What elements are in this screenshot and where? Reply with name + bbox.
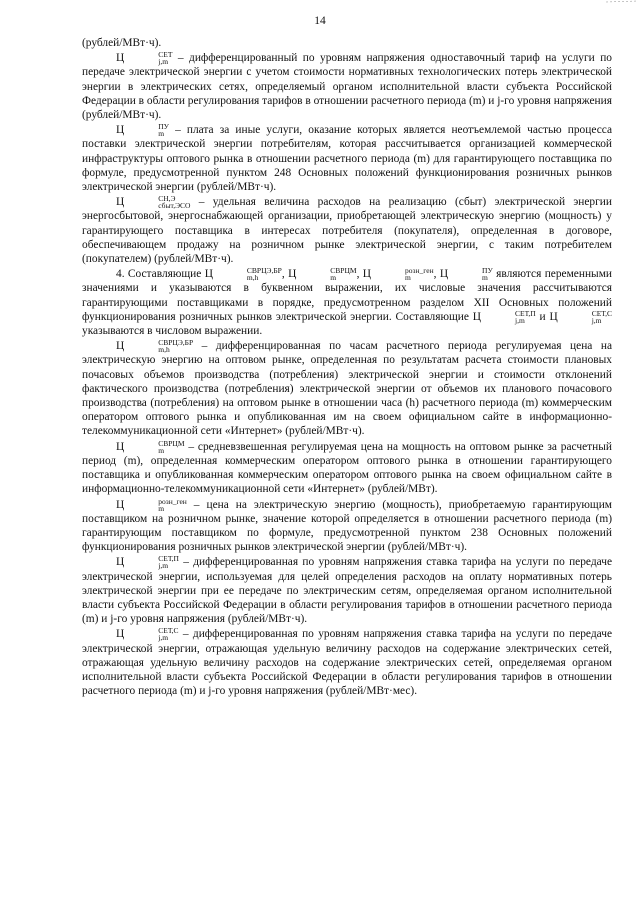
item-4-paragraph: 4. Составляющие Ц СВРЦЭ,БР m,h , Ц СВРЦМ m , Ц розн_ген m , Ц ПУ m являются переменными значениями и указываются в буквенном выражении, их числовые значения рассчитываются гарантирующими поставщиками в порядке, предусмотренном разделом XII Основных положений функционирования розничных рынков электрической энергии. Составляющие Ц СЕТ,П j,m и Ц СЕТ,С j,m указываются в числовом выражении. <box>82 266 613 338</box>
formula-symbol: Ц СЕТ,С j,m <box>549 308 612 325</box>
definition-cset <box>82 51 612 122</box>
document-body <box>82 36 612 699</box>
formula-symbol: Ц СН,Э сбыт,ЭСО <box>116 194 191 211</box>
page-number: 14 <box>314 15 326 27</box>
formula-symbol: Ц СВРЦЭ,БР m,h <box>204 266 282 283</box>
formula-symbol: Ц СЕТ,П j,m <box>472 308 536 325</box>
definition-crozn <box>82 498 612 555</box>
definition-text: – плата за иные услуги, оказание которых является неотъемлемой частью процесса поставки электрической энергии потребителям, которая рассчитывается организацией коммерческой инфраструктуры оптового рынка в отношении расчетного периода (m) для гарантирующего поставщика по формуле, предусмотренной пунктом 248 Основных положений функционирования розничных рынков электрической энергии (рублей/МВт·ч). <box>82 124 612 194</box>
formula-symbol: Ц СЕТ,П j,m <box>116 554 179 571</box>
formula-symbol: Ц СВРЦМ m <box>288 266 357 283</box>
definition-cset-p <box>82 555 612 626</box>
definition-cset-s <box>82 627 612 698</box>
definition-text: – удельная величина расходов на реализацию (сбыт) электрической энергии энергосбытовой, энергоснабжающей организации, приобретающей электрическую энергию (мощность) у гарантирующего поставщика в интересах потребителя (покупателя), определенная в договоре, обеспечивающем продажу на розничном рынке электрической энергии, с таким потребителем (покупателем) (рублей/МВт·ч). <box>82 196 612 266</box>
formula-symbol: Ц ПУ m <box>116 122 169 139</box>
definition-text: – средневзвешенная регулируемая цена на мощность на оптовом рынке за расчетный период (m), определенная коммерческим оператором оптового рынка в отношении гарантирующего поставщика и опубликованная коммерческим оператором оптового рынка на своем официальном сайте в информационно-телекоммуникационной сети «Интернет» (рублей/МВт). <box>82 440 612 496</box>
definition-text: – цена на электрическую энергию (мощность), приобретаемую гарантирующим поставщиком на розничном рынке, значение которой определяется в отношении расчетного периода (m) гарантирующим поставщиком по формуле, предусмотренной пунктом 238 Основных положений функционирования розничных рынков электрической энергии (рублей/МВт·ч). <box>82 498 612 554</box>
formula-symbol: Ц СВРЦЭ,БР m,h <box>116 338 194 355</box>
formula-symbol: Ц СЕТ j,m <box>116 50 173 67</box>
definition-cpu <box>82 123 612 194</box>
scan-edge-mark <box>600 0 640 4</box>
definition-text: – дифференцированная по уровням напряжения ставка тарифа на услуги по передаче электрической энергии, используемая для целей определения расходов на оплату нормативных потерь электрической энергии при ее передаче по электрическим сетям, определяемая органом исполнительной власти субъекта Российской Федерации в области регулирования тарифов в отношении расчетного периода (m) и j-го уровня напряжения (рублей/МВт·ч). <box>82 556 612 626</box>
definition-text: – дифференцированная по часам расчетного периода регулируемая цена на электрическую энергию на оптовом рынке, определенная по результатам расчета стоимости плановых почасовых объемов производства (потребления) электрической энергии и стоимости отклонений фактического производства (потребления) электрической энергии от объемов их планового почасового производства (потребления) на оптовом рынке в отношении часа (h) расчетного периода (m) коммерческим оператором оптового рынка и опубликованная им на своем официальном сайте в информационно-телекоммуникационной сети «Интернет» (рублей/МВт·ч). <box>82 340 612 438</box>
definition-text: – дифференцированный по уровням напряжения одноставочный тариф на услуги по передаче электрической энергии с учетом стоимости нормативных технологических потерь электрической энергии в электрических сетях, определяемый органом исполнительной власти субъекта Российской Федерации в области регулирования тарифов в отношении расчетного периода (m) и j-го уровня напряжения (рублей/МВт·ч). <box>82 52 612 122</box>
paragraph-text: (рублей/МВт·ч). <box>82 37 162 49</box>
formula-symbol: Ц СЕТ,С j,m <box>116 626 179 643</box>
formula-symbol: Ц ПУ m <box>439 266 493 283</box>
definition-csvrcm <box>82 440 612 497</box>
definition-text: – дифференцированная по уровням напряжения ставка тарифа на услуги по передаче электрической энергии, отражающая удельную величину расходов на содержание электрических сетей, отражающая удельную величину расходов на содержание электрических сетей, определяемая органом исполнительной власти субъекта Российской Федерации в области регулирования тарифов в отношении расчетного периода (m) и j-го уровня напряжения (рублей/МВт·мес). <box>82 628 612 698</box>
formula-symbol: Ц розн_ген m <box>116 496 187 513</box>
formula-symbol: Ц розн_ген m <box>362 266 434 283</box>
definition-csvrce <box>82 339 612 438</box>
definition-csbyt <box>82 195 612 266</box>
paragraph-units-continued <box>82 36 612 50</box>
formula-symbol: Ц СВРЦМ m <box>116 438 185 455</box>
